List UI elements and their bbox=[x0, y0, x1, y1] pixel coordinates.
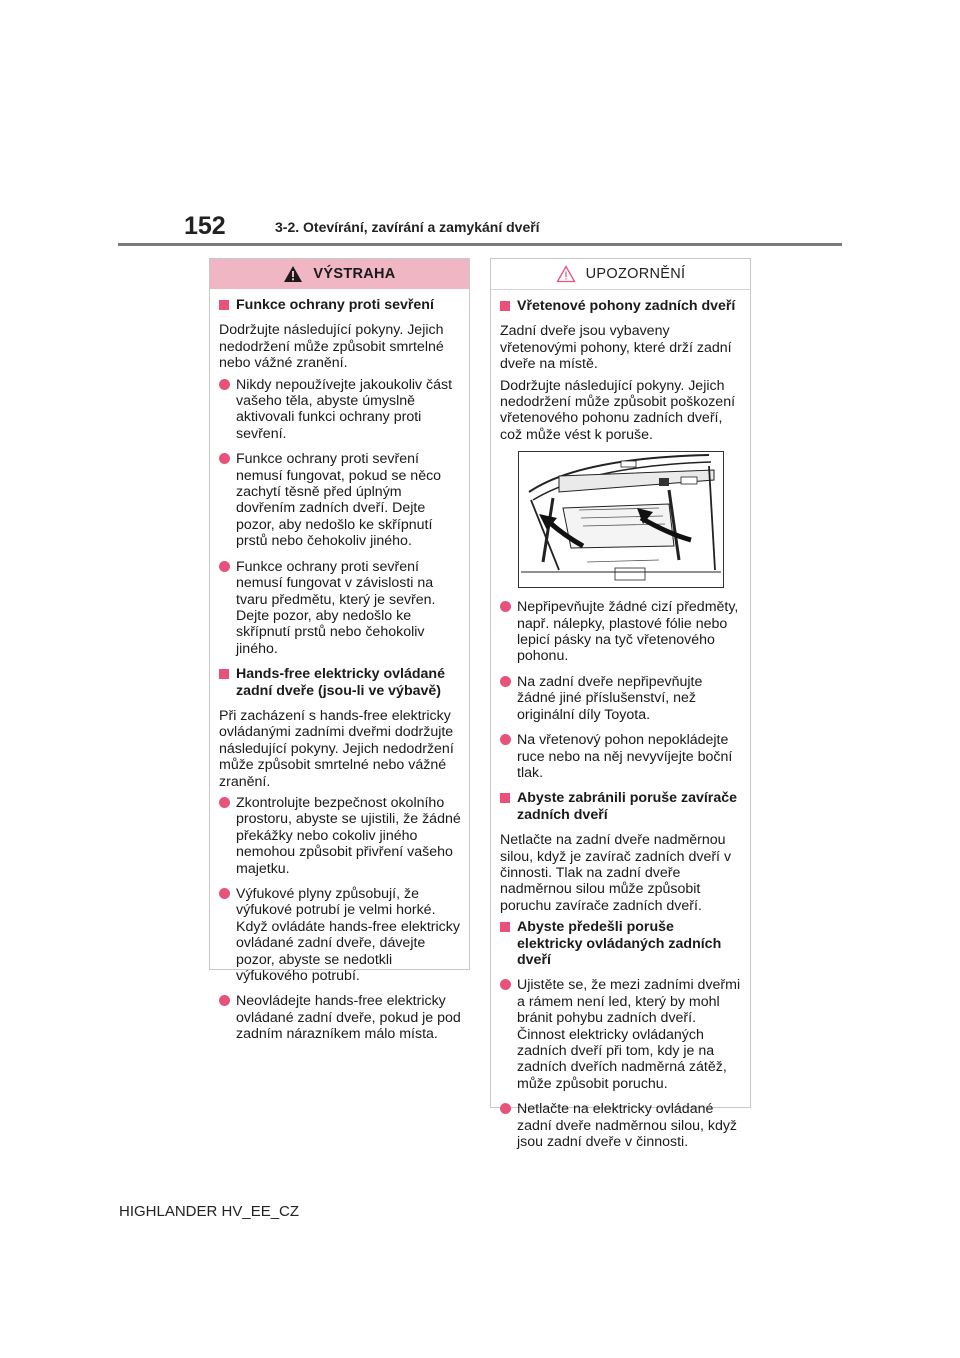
round-bullet-icon bbox=[500, 979, 511, 990]
heading-text: Abyste zabránili poruše zavírače zadních dveří bbox=[517, 790, 737, 823]
bullet-item bbox=[500, 599, 742, 665]
square-bullet-icon bbox=[500, 922, 510, 932]
square-bullet-icon bbox=[219, 300, 229, 310]
header-divider bbox=[118, 243, 842, 246]
heading-text: Hands-free elektricky ovládané zadní dveře (jsou-li ve výbavě) bbox=[236, 666, 445, 699]
round-bullet-icon bbox=[500, 601, 511, 612]
round-bullet-icon bbox=[500, 1103, 511, 1114]
round-bullet-icon bbox=[219, 797, 230, 808]
paragraph: Zadní dveře jsou vybaveny vřetenovými pohony, které drží zadní dveře na místě. bbox=[500, 323, 732, 373]
tailgate-strut-illustration bbox=[518, 451, 724, 588]
paragraph: Dodržujte následující pokyny. Jejich nedodržení může způsobit poškození vřetenového pohonu zadních dveří, což může vést k poruše. bbox=[500, 377, 736, 443]
bullet-item bbox=[219, 559, 461, 657]
round-bullet-icon bbox=[500, 676, 511, 687]
square-bullet-icon bbox=[219, 669, 229, 679]
section-heading bbox=[500, 298, 742, 314]
section-heading bbox=[219, 297, 461, 313]
round-bullet-icon bbox=[219, 453, 230, 464]
warning-body bbox=[219, 297, 461, 1043]
bullet-text: Výfukové plyny způsobují, že výfukové potrubí je velmi horké. Když ovládáte hands-free elektricky ovládané zadní dveře, dávejte pozor, abyste se nedotkli výfukového potrubí. bbox=[236, 886, 460, 985]
caution-title: UPOZORNĚNÍ bbox=[585, 265, 686, 282]
heading-text: Abyste předešli poruše elektricky ovládaných zadních dveří bbox=[517, 919, 722, 968]
page-number: 152 bbox=[184, 212, 226, 240]
bullet-item bbox=[219, 451, 461, 549]
round-bullet-icon bbox=[219, 995, 230, 1006]
footer-model-code: HIGHLANDER HV_EE_CZ bbox=[119, 1203, 300, 1220]
bullet-item bbox=[219, 993, 461, 1042]
bullet-text: Funkce ochrany proti sevření nemusí fungovat, pokud se něco zachytí těsně před úplným dovřením zadních dveří. Dejte pozor, aby nedošlo ke skřípnutí prstů nebo čehokoliv jiného. bbox=[236, 451, 442, 550]
square-bullet-icon bbox=[500, 793, 510, 803]
bullet-item bbox=[500, 732, 742, 781]
bullet-item bbox=[219, 886, 461, 984]
bullet-text: Nepřipevňujte žádné cizí předměty, např. nálepky, plastové fólie nebo lepicí pásky na tyč vřetenového pohonu. bbox=[517, 599, 739, 665]
bullet-text: Na zadní dveře nepřipevňujte žádné jiné příslušenství, než originální díly Toyota. bbox=[517, 673, 703, 723]
caution-box bbox=[490, 258, 751, 1151]
bullet-text: Neovládejte hands-free elektricky ovládané zadní dveře, pokud je pod zadním nárazníkem málo místa. bbox=[236, 993, 461, 1043]
paragraph: Při zacházení s hands-free elektricky ovládanými zadními dveřmi dodržujte následující pokyny. Jejich nedodržení může způsobit smrtelné nebo vážné zranění. bbox=[219, 707, 454, 790]
paragraph: Netlačte na zadní dveře nadměrnou silou, když je zavírač zadních dveří v činnosti. Tlak na zadní dveře nadměrnou silou může způsobit poruchu zavírače zadních dveří. bbox=[500, 832, 732, 914]
bullet-item bbox=[500, 674, 742, 723]
bullet-text: Funkce ochrany proti sevření nemusí fungovat v závislosti na tvaru předmětu, který je sevřen. Dejte pozor, aby nedošlo ke skřípnutí prstů nebo čehokoliv jiného. bbox=[236, 558, 436, 657]
section-heading bbox=[219, 666, 461, 699]
bullet-text: Netlačte na elektricky ovládané zadní dveře nadměrnou silou, když jsou zadní dveře v činnosti. bbox=[517, 1101, 738, 1151]
bullet-text: Zkontrolujte bezpečnost okolního prostoru, abyste se ujistili, že žádné překážky nebo cokoliv jiného nemohou způsobit přivření vašeho majetku. bbox=[236, 794, 461, 877]
square-bullet-icon bbox=[500, 301, 510, 311]
section-title: 3-2. Otevírání, zavírání a zamykání dveří bbox=[275, 219, 540, 235]
round-bullet-icon bbox=[500, 734, 511, 745]
section-heading bbox=[500, 790, 742, 823]
caution-triangle-icon bbox=[556, 265, 576, 283]
round-bullet-icon bbox=[219, 888, 230, 899]
warning-box bbox=[209, 258, 470, 1043]
caution-header bbox=[491, 259, 750, 290]
warning-header bbox=[210, 259, 469, 289]
caution-body-top bbox=[500, 298, 742, 443]
caution-body-bottom bbox=[500, 599, 742, 1150]
round-bullet-icon bbox=[219, 561, 230, 572]
round-bullet-icon bbox=[219, 379, 230, 390]
bullet-item bbox=[500, 1101, 742, 1150]
heading-text: Funkce ochrany proti sevření bbox=[236, 297, 434, 313]
section-heading bbox=[500, 919, 742, 968]
heading-text: Vřetenové pohony zadních dveří bbox=[517, 298, 736, 314]
bullet-text: Na vřetenový pohon nepokládejte ruce nebo na něj nevyvíjejte boční tlak. bbox=[517, 732, 733, 781]
bullet-text: Nikdy nepoužívejte jakoukoliv část vašeho těla, abyste úmyslně aktivovali funkci ochrany proti sevření. bbox=[236, 376, 453, 442]
bullet-item bbox=[500, 977, 742, 1092]
paragraph: Dodržujte následující pokyny. Jejich nedodržení může způsobit smrtelné nebo vážné zranění. bbox=[219, 322, 444, 372]
bullet-item bbox=[219, 795, 461, 877]
bullet-text: Ujistěte se, že mezi zadními dveřmi a rámem není led, který by mohl bránit pohybu zadních dveří. Činnost elektricky ovládaných zadních dveří při tom, kdy je na zadních dveřích nadměrná zátěž, může způsobit poruchu. bbox=[517, 977, 741, 1092]
bullet-item bbox=[219, 377, 461, 443]
warning-triangle-icon bbox=[283, 265, 303, 283]
warning-title: VÝSTRAHA bbox=[313, 265, 396, 282]
